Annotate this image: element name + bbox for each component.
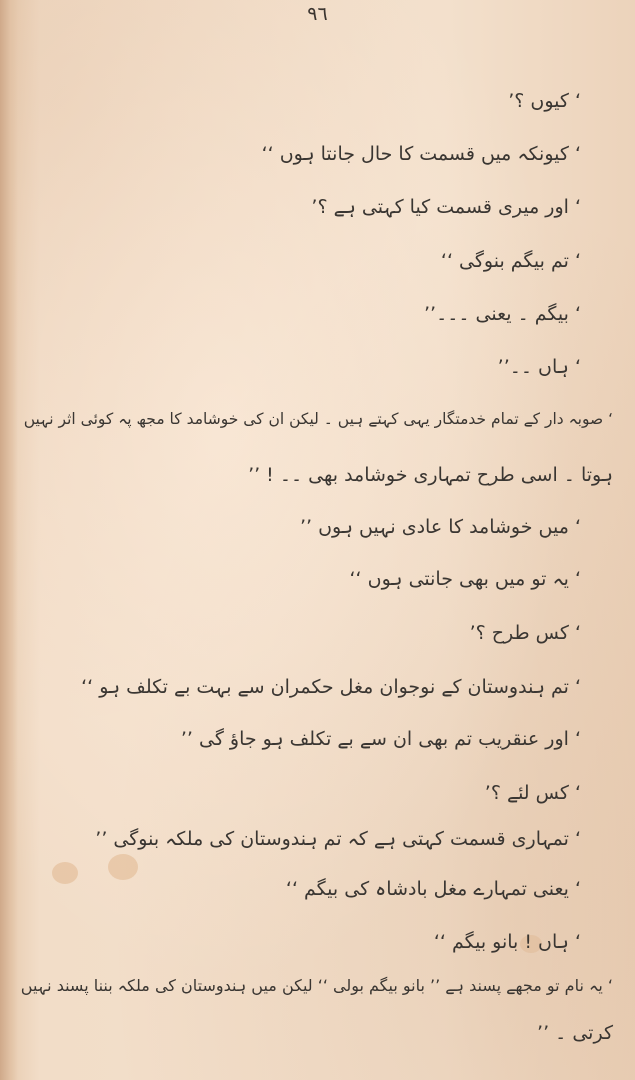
text-line: ‘ تم ہندوستان کے نوجوان مغل حکمران سے بہت بے تکلف ہو ‘‘ <box>81 676 581 698</box>
text-line: ‘ تم بیگم بنوگی ‘‘ <box>440 250 581 272</box>
text-line: ہوتا ۔ اسی طرح تمہاری خوشامد بھی ۔۔ ! ’’ <box>248 464 613 486</box>
text-line: ‘ اور میری قسمت کیا کہتی ہے ؟’ <box>311 196 581 218</box>
page-spine-shadow <box>0 0 18 1080</box>
text-line: ‘ کیونکہ میں قسمت کا حال جانتا ہوں ‘‘ <box>261 143 581 165</box>
text-line: ‘ اور عنقریب تم بھی ان سے بے تکلف ہو جاؤ گی ’’ <box>180 728 581 750</box>
text-line: ‘ صوبہ دار کے تمام خدمتگار یہی کہتے ہیں ۔ لیکن ان کی خوشامد کا مجھ پہ کوئی اثر نہیں <box>23 410 613 428</box>
text-line: ‘ ہاں ۔۔’’ <box>497 356 581 378</box>
text-line: ‘ یعنی تمہارے مغل بادشاہ کی بیگم ‘‘ <box>285 878 581 900</box>
text-line: ‘ میں خوشامد کا عادی نہیں ہوں ’’ <box>299 516 581 538</box>
page-number: ۹٦ <box>307 3 328 25</box>
text-line: ‘ کس لئے ؟’ <box>484 782 581 804</box>
text-line: ‘ یہ نام تو مجھے پسند ہے ’’ بانو بیگم بولی ‘‘ لیکن میں ہندوستان کی ملکہ بننا پسند نہیں <box>20 976 613 995</box>
text-line: کرتی ۔ ’’ <box>537 1022 613 1044</box>
text-line: ‘ کس طرح ؟’ <box>469 622 581 644</box>
text-line: ‘ ہاں ! بانو بیگم ‘‘ <box>433 931 581 953</box>
text-line: ‘ بیگم ۔ یعنی ۔۔۔’’ <box>424 303 581 325</box>
text-line: ‘ کیوں ؟’ <box>508 90 581 112</box>
paper-stain <box>108 854 138 880</box>
text-line: ‘ یہ تو میں بھی جانتی ہوں ‘‘ <box>349 568 581 590</box>
text-line: ‘ تمہاری قسمت کہتی ہے کہ تم ہندوستان کی ملکہ بنوگی ’’ <box>95 828 581 850</box>
paper-stain <box>52 862 78 884</box>
